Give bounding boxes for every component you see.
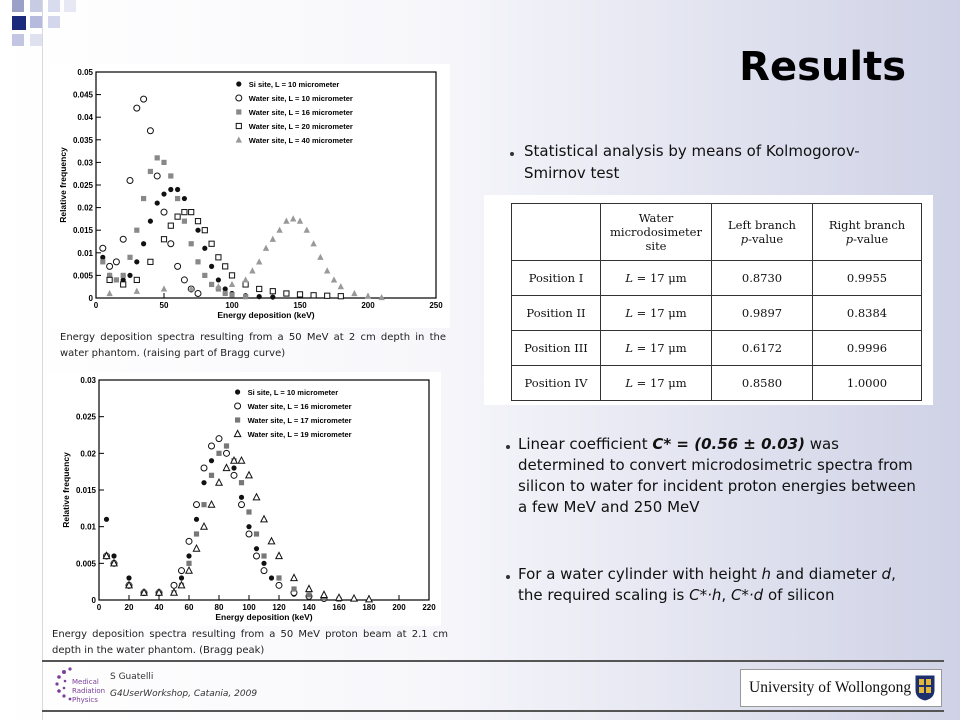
data-point — [141, 96, 147, 102]
data-point — [161, 209, 167, 215]
table-header-empty — [512, 204, 601, 261]
data-point — [134, 228, 139, 233]
row-right-p: 0.9996 — [813, 331, 922, 366]
data-point — [100, 255, 105, 260]
y-tick-label: 0.005 — [75, 559, 96, 569]
x-tick-label: 150 — [293, 301, 307, 310]
data-point — [297, 292, 302, 297]
y-tick-label: 0.05 — [77, 68, 93, 77]
y-tick-label: 0.03 — [77, 158, 93, 168]
y-tick-label: 0.025 — [72, 181, 93, 190]
data-point — [179, 568, 185, 574]
row-site — [601, 331, 712, 366]
row-site-eq: = 17 μm — [633, 271, 687, 285]
data-point — [261, 568, 267, 574]
legend-label: Water site, L = 19 micrometer — [247, 430, 352, 439]
y-tick-label: 0.04 — [77, 113, 93, 123]
y-tick-label: 0 — [88, 294, 93, 303]
scaling-t5: of silicon — [763, 586, 835, 604]
data-point — [209, 458, 214, 463]
data-point — [239, 495, 244, 500]
data-point — [189, 241, 194, 246]
data-point — [246, 524, 251, 529]
data-point — [182, 210, 187, 215]
data-point — [194, 531, 199, 536]
data-point — [224, 450, 230, 456]
data-point — [104, 517, 109, 522]
header-left-value: -value — [748, 232, 784, 246]
mrp-logo-line1: Medical — [72, 678, 99, 686]
data-point — [148, 169, 153, 174]
data-point — [147, 128, 153, 134]
table-header-right — [813, 204, 922, 261]
legend-label: Water site, L = 10 micrometer — [248, 94, 353, 103]
data-point — [161, 191, 166, 196]
x-tick-label: 200 — [392, 603, 406, 612]
data-point — [209, 473, 214, 478]
row-left-p: 0.6172 — [712, 331, 813, 366]
data-point — [126, 575, 131, 580]
y-tick-label: 0.015 — [75, 486, 96, 495]
y-axis-label: Relative frequency — [61, 452, 71, 528]
data-point — [209, 264, 214, 269]
data-point — [134, 105, 140, 111]
university-crest-icon — [915, 675, 935, 701]
data-point — [100, 245, 106, 251]
legend-marker — [236, 95, 242, 101]
chart-panel-bragg-peak — [47, 372, 441, 626]
chart-panel-raising — [50, 64, 450, 328]
data-point — [195, 219, 200, 224]
data-point — [284, 291, 289, 296]
data-point — [175, 214, 180, 219]
data-point — [291, 586, 296, 591]
data-point — [270, 289, 275, 294]
data-point — [186, 538, 192, 544]
data-point — [257, 286, 262, 291]
data-point — [216, 255, 221, 260]
x-axis-label: Energy deposition (keV) — [217, 310, 315, 320]
x-tick-label: 40 — [154, 603, 164, 612]
data-point — [141, 241, 146, 246]
scaling-h: h — [761, 565, 772, 583]
data-point — [121, 282, 126, 287]
legend-marker — [236, 81, 241, 86]
header-site-line3: site — [645, 239, 667, 253]
data-point — [261, 553, 266, 558]
data-point — [154, 173, 160, 179]
scaling-s1: C*·h — [689, 586, 722, 604]
header-site-line1: Water — [638, 211, 674, 225]
x-tick-label: 0 — [96, 603, 102, 612]
legend-marker — [235, 403, 241, 409]
x-tick-label: 0 — [93, 301, 99, 310]
data-point — [155, 155, 160, 160]
row-left-p: 0.9897 — [712, 296, 813, 331]
legend-marker — [235, 389, 240, 394]
scaling-d: d — [881, 565, 892, 583]
y-tick-label: 0.03 — [80, 376, 96, 385]
data-point — [202, 246, 207, 251]
data-point — [216, 277, 221, 282]
data-point — [311, 293, 316, 298]
x-tick-label: 140 — [302, 603, 316, 612]
data-point — [100, 259, 105, 264]
data-point — [202, 228, 207, 233]
data-point — [141, 196, 146, 201]
data-point — [231, 472, 237, 478]
row-position: Position III — [512, 331, 601, 366]
y-tick-label: 0.01 — [80, 522, 96, 532]
data-point — [168, 173, 173, 178]
chart-bragg-peak — [47, 372, 441, 626]
header-right-line1: Right branch — [828, 218, 906, 232]
footer-author: S Guatelli — [110, 672, 154, 682]
data-point — [224, 443, 229, 448]
row-site — [601, 366, 712, 401]
data-point — [261, 561, 266, 566]
data-point — [229, 292, 234, 297]
data-point — [325, 293, 330, 298]
y-tick-label: 0.015 — [72, 226, 93, 236]
x-tick-label: 250 — [429, 301, 443, 310]
row-site-eq: = 17 μm — [633, 376, 687, 390]
data-point — [201, 480, 206, 485]
x-tick-label: 100 — [242, 603, 256, 612]
x-tick-label: 60 — [184, 603, 194, 612]
data-point — [182, 196, 187, 201]
coef-post: was determined to convert microdosimetric spectra from silicon to water for incident proton energies between a few MeV and 250 MeV — [518, 435, 916, 516]
data-point — [209, 443, 215, 449]
data-point — [201, 502, 206, 507]
table-row — [512, 331, 922, 366]
corner-decoration — [0, 0, 80, 60]
y-tick-label: 0.005 — [72, 271, 93, 281]
header-left-line1: Left branch — [728, 218, 796, 232]
row-site-L: L — [625, 376, 633, 390]
data-point — [175, 187, 180, 192]
data-point — [155, 200, 160, 205]
bullet-dot — [506, 445, 510, 449]
scaling-t3: , the required scaling is — [518, 565, 896, 604]
data-point — [161, 237, 166, 242]
header-right-p: p — [845, 232, 854, 246]
data-point — [107, 263, 113, 269]
data-point — [201, 465, 207, 471]
data-point — [186, 561, 191, 566]
data-point — [127, 255, 132, 260]
row-site-L: L — [625, 306, 633, 320]
data-point — [223, 264, 228, 269]
data-point — [257, 294, 262, 299]
data-point — [216, 436, 222, 442]
row-right-p: 1.0000 — [813, 366, 922, 401]
footer-event: G4UserWorkshop, Catania, 2009 — [110, 689, 258, 699]
row-right-p: 0.9955 — [813, 261, 922, 296]
data-point — [254, 531, 259, 536]
data-point — [209, 282, 214, 287]
x-tick-label: 80 — [214, 603, 224, 612]
scaling-s2: C*·d — [730, 586, 764, 604]
row-site-eq: = 17 μm — [633, 306, 687, 320]
data-point — [148, 259, 153, 264]
legend-label: Water site, L = 16 micrometer — [247, 402, 352, 411]
data-point — [276, 575, 281, 580]
data-point — [270, 294, 275, 299]
row-site-L: L — [625, 341, 633, 355]
data-point — [134, 277, 139, 282]
data-point — [114, 277, 119, 282]
x-tick-label: 180 — [362, 603, 376, 612]
y-tick-label: 0.02 — [80, 449, 96, 459]
row-right-p: 0.8384 — [813, 296, 922, 331]
data-point — [243, 294, 248, 299]
x-tick-label: 120 — [272, 603, 286, 612]
data-point — [239, 480, 244, 485]
data-point — [239, 502, 245, 508]
data-point — [195, 259, 200, 264]
data-point — [276, 582, 282, 588]
x-tick-label: 100 — [225, 301, 239, 310]
data-point — [111, 553, 116, 558]
row-position: Position I — [512, 261, 601, 296]
data-point — [194, 502, 200, 508]
data-point — [175, 263, 181, 269]
plot-frame — [96, 72, 436, 298]
row-left-p: 0.8730 — [712, 261, 813, 296]
data-point — [338, 294, 343, 299]
table-row — [512, 261, 922, 296]
legend-label: Si site, L = 10 micrometer — [248, 80, 340, 89]
row-left-p: 0.8580 — [712, 366, 813, 401]
data-point — [202, 273, 207, 278]
data-point — [168, 187, 173, 192]
footer-rule-bottom — [42, 710, 944, 712]
data-point — [127, 273, 132, 278]
data-point — [243, 282, 248, 287]
header-left-p: p — [740, 232, 749, 246]
row-site — [601, 261, 712, 296]
data-point — [127, 177, 133, 183]
bullet-ks-test: Statistical analysis by means of Kolmogorov-Smirnov test — [524, 142, 860, 182]
slide-title: Results — [739, 44, 906, 90]
left-guide-line — [42, 0, 43, 720]
data-point — [246, 509, 251, 514]
data-point — [179, 575, 184, 580]
data-point — [161, 160, 166, 165]
data-point — [254, 553, 260, 559]
y-tick-label: 0.025 — [75, 412, 96, 422]
y-tick-label: 0.045 — [72, 90, 93, 100]
data-point — [189, 210, 194, 215]
data-point — [269, 575, 274, 580]
data-point — [113, 259, 119, 265]
medical-radiation-physics-logo — [50, 662, 106, 712]
coef-pre: Linear coefficient — [518, 435, 653, 453]
table-row — [512, 366, 922, 401]
y-tick-label: 0.035 — [72, 135, 93, 145]
y-tick-label: 0.01 — [77, 248, 93, 258]
row-position: Position IV — [512, 366, 601, 401]
bullet-scaling — [518, 564, 918, 606]
data-point — [121, 273, 126, 278]
data-point — [254, 546, 259, 551]
caption-chart-bragg-peak: Energy deposition spectra resulting from a 50 MeV proton beam at 2.1 cm depth in the water phantom. (Bragg peak) — [52, 629, 448, 656]
university-logo — [740, 669, 942, 707]
table-header-left — [712, 204, 813, 261]
data-point — [182, 219, 187, 224]
table-header-row — [512, 204, 922, 261]
mrp-logo-line3: Physics — [72, 696, 98, 704]
x-tick-label: 50 — [159, 301, 169, 310]
data-point — [134, 259, 139, 264]
data-point — [216, 451, 221, 456]
data-point — [229, 273, 234, 278]
data-point — [231, 465, 236, 470]
x-tick-label: 20 — [124, 603, 134, 612]
data-point — [186, 553, 191, 558]
legend-label: Water site, L = 16 micrometer — [248, 108, 353, 117]
ks-results-table — [511, 203, 922, 401]
plot-frame — [99, 380, 429, 600]
university-name: University of Wollongong — [749, 679, 912, 696]
chart-raising-bragg — [50, 64, 450, 328]
footer-rule-top — [42, 660, 944, 662]
data-point — [223, 291, 228, 296]
caption-chart-raising: Energy deposition spectra resulting from a 50 MeV at 2 cm depth in the water phantom. (raising part of Bragg curve) — [60, 332, 446, 359]
bullet-dot — [510, 152, 514, 156]
coef-value: C* = (0.56 ± 0.03) — [652, 435, 805, 453]
mrp-logo-icon — [50, 662, 106, 712]
legend-marker — [235, 417, 240, 422]
legend-label: Water site, L = 40 micrometer — [248, 136, 353, 145]
data-point — [107, 277, 112, 282]
data-point — [171, 582, 177, 588]
x-tick-label: 200 — [361, 301, 375, 310]
data-point — [168, 241, 174, 247]
row-position: Position II — [512, 296, 601, 331]
scaling-t1: For a water cylinder with height — [518, 565, 762, 583]
legend-marker — [236, 109, 241, 114]
y-tick-label: 0 — [91, 596, 96, 605]
row-site-eq: = 17 μm — [633, 341, 687, 355]
data-point — [148, 219, 153, 224]
legend-marker — [236, 123, 241, 128]
bullet-linear-coefficient — [518, 434, 918, 518]
legend-label: Water site, L = 20 micrometer — [248, 122, 353, 131]
scaling-t4: , — [721, 586, 731, 604]
data-point — [175, 196, 180, 201]
legend-label: Si site, L = 10 micrometer — [247, 388, 339, 397]
data-point — [246, 531, 252, 537]
header-right-value: -value — [853, 232, 889, 246]
data-point — [120, 236, 126, 242]
data-point — [223, 286, 228, 291]
row-site-L: L — [625, 271, 633, 285]
x-tick-label: 160 — [332, 603, 346, 612]
bullet-dot — [506, 575, 510, 579]
data-point — [168, 223, 173, 228]
x-axis-label: Energy deposition (keV) — [215, 612, 313, 622]
header-site-line2: microdosimeter — [610, 225, 702, 239]
data-point — [181, 277, 187, 283]
data-point — [195, 228, 200, 233]
ks-table-panel — [484, 195, 933, 405]
mrp-logo-line2: Radiation — [72, 687, 106, 695]
data-point — [195, 290, 201, 296]
table-row — [512, 296, 922, 331]
row-site — [601, 296, 712, 331]
y-axis-label: Relative frequency — [58, 147, 68, 223]
legend-label: Water site, L = 17 micrometer — [247, 416, 352, 425]
scaling-t2: and diameter — [771, 565, 882, 583]
data-point — [306, 592, 311, 597]
y-tick-label: 0.02 — [77, 203, 93, 213]
table-header-site — [601, 204, 712, 261]
x-tick-label: 220 — [422, 603, 436, 612]
data-point — [209, 241, 214, 246]
data-point — [194, 517, 199, 522]
